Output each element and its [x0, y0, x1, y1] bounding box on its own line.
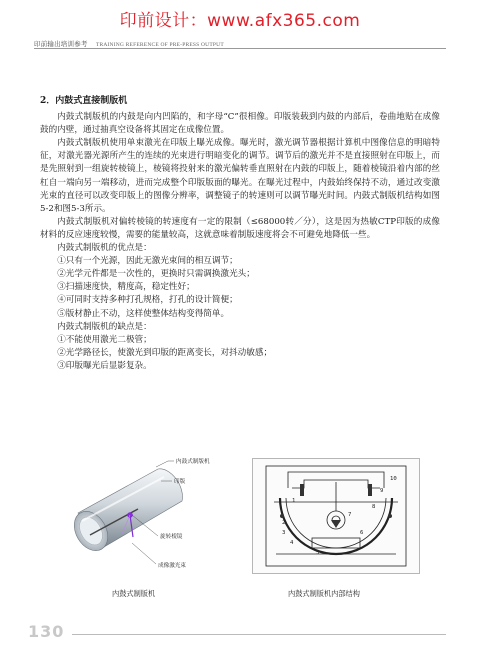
- list-item: ⑤版材静止不动，这样使整体结构变得简单。: [57, 308, 230, 319]
- callout-number: 4: [290, 540, 294, 546]
- callout-number: 3: [282, 530, 286, 536]
- callout-label: 旋转棱镜: [160, 534, 183, 540]
- body-text: [40, 95, 440, 373]
- paragraph: 内鼓式制版机对偏转棱镜的转速度有一定的限制（≤68000转／分），这是因为热敏CTP印版的成像材料的反应速度较慢，需要的能量较高，这就意味着制版速度将会不可避免地降低一些。: [40, 216, 440, 240]
- callout-number: 5: [316, 550, 320, 556]
- callout-label: 内鼓式制版机: [176, 459, 210, 465]
- paragraph: 内鼓式制版机的内鼓是向内凹陷的，和字母“C”很相像。印版装载到内鼓的内部后，卷曲地贴在成像鼓的内壁，通过抽真空设备将其固定在成像位置。: [40, 112, 440, 136]
- footer-rule: [72, 634, 446, 635]
- list-item: ②光学路径长，使激光到印版的距离变长，对抖动敏感；: [57, 347, 273, 358]
- list-item: ④可同时支持多种打孔规格，打孔的设计简便；: [57, 295, 238, 306]
- list-item: ③印版曝光后显影复杂。: [57, 360, 152, 371]
- figure-caption: 内鼓式制版机内部结构: [288, 589, 360, 598]
- callout-number: 10: [390, 476, 397, 482]
- callout-number: 6: [360, 530, 364, 536]
- callout-label: 成像激光束: [158, 563, 186, 569]
- page-number: 130: [28, 622, 65, 641]
- callout-number: 2: [282, 520, 286, 526]
- callout-number: 8: [372, 504, 376, 510]
- callout-label: 印版: [174, 479, 186, 485]
- list-item: ①只有一个光源，因此无激光束间的相互调节；: [57, 256, 238, 267]
- figure-internal-drum: [60, 455, 225, 580]
- callout-number: 1: [292, 498, 296, 504]
- callout-number: 9: [380, 488, 384, 494]
- list-item: ③扫描速度快，精度高，稳定性好；: [57, 282, 195, 293]
- figure-caption: 内鼓式制版机: [112, 589, 156, 598]
- figures: [60, 455, 440, 615]
- running-head-en: TRAINING REFERENCE OF PRE-PRESS OUTPUT: [95, 42, 224, 48]
- list-item: ①不能使用激光二极管；: [57, 334, 152, 345]
- section-title: 2．内鼓式直接制版机: [40, 96, 128, 106]
- paragraph: 内鼓式制版机使用单束激光在印版上曝光成像。曝光时，激光调节器根据计算机中图像信息的明暗特征，对激光器光源所产生的连续的光束进行明暗变化的调节。调节后的激光并不是直接照射在印版上，而是先照射到一组旋转棱镜上，棱镜将投射来的激光偏转垂直照射在内鼓的印版上，随着棱镜沿着内部的丝杠自一端向另一端移动，进而完成整个印版版面的曝光。在曝光过程中，内鼓始终保持不动，通过改变激光束的直径可以改变印版上的图像分辨率，调整镜子的转速则可以调节曝光时间。内鼓式制版机结构如图5-2和图5-3所示。: [40, 138, 440, 214]
- disadvantages-heading: 内鼓式制版机的缺点是：: [57, 321, 152, 332]
- header-rule: [34, 48, 446, 49]
- running-head: [34, 39, 224, 48]
- watermark: 印前设计：www.afx365.com: [119, 11, 361, 31]
- drum-illustration: [68, 469, 183, 557]
- advantages-heading: 内鼓式制版机的优点是：: [57, 243, 152, 254]
- list-item: ②光学元件都是一次性的，更换时只需调换激光头；: [57, 269, 255, 280]
- callout-number: 7: [348, 512, 352, 518]
- running-head-cn: 印前输出培训参考: [34, 40, 88, 48]
- figure-internal-structure: [252, 458, 420, 574]
